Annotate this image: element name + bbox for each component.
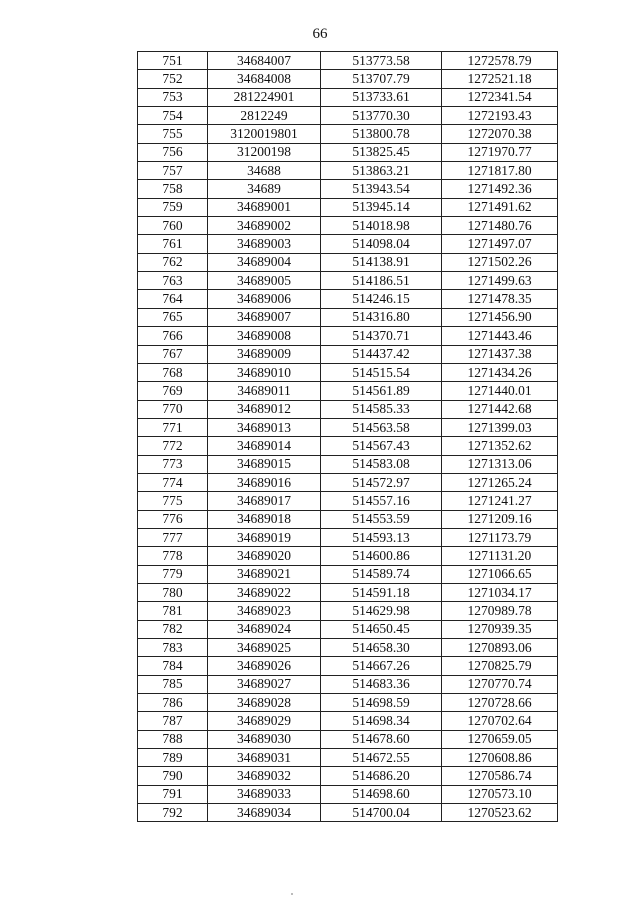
table-row [138, 143, 558, 161]
point-id-cell: 34689029 [208, 712, 321, 730]
y-coordinate-cell: 1271313.06 [442, 455, 558, 473]
point-id-cell: 34689016 [208, 473, 321, 491]
table-row [138, 767, 558, 785]
point-id-cell: 34689018 [208, 510, 321, 528]
x-coordinate-cell: 514138.91 [321, 253, 442, 271]
y-coordinate-cell: 1271456.90 [442, 308, 558, 326]
y-coordinate-cell: 1271034.17 [442, 583, 558, 601]
point-index-cell: 765 [138, 308, 208, 326]
y-coordinate-cell: 1270893.06 [442, 639, 558, 657]
point-index-cell: 769 [138, 382, 208, 400]
point-index-cell: 791 [138, 785, 208, 803]
y-coordinate-cell: 1271440.01 [442, 382, 558, 400]
point-id-cell: 34689009 [208, 345, 321, 363]
table-row [138, 418, 558, 436]
y-coordinate-cell: 1272578.79 [442, 52, 558, 70]
point-id-cell: 34689024 [208, 620, 321, 638]
point-index-cell: 786 [138, 694, 208, 712]
x-coordinate-cell: 514186.51 [321, 272, 442, 290]
point-id-cell: 281224901 [208, 88, 321, 106]
point-index-cell: 757 [138, 162, 208, 180]
point-id-cell: 34689019 [208, 528, 321, 546]
table-row [138, 180, 558, 198]
y-coordinate-cell: 1271434.26 [442, 363, 558, 381]
table-row [138, 107, 558, 125]
table-row [138, 547, 558, 565]
table-row [138, 235, 558, 253]
x-coordinate-cell: 514563.58 [321, 418, 442, 436]
y-coordinate-cell: 1271209.16 [442, 510, 558, 528]
x-coordinate-cell: 514686.20 [321, 767, 442, 785]
point-index-cell: 764 [138, 290, 208, 308]
table-row [138, 675, 558, 693]
point-id-cell: 34689002 [208, 217, 321, 235]
y-coordinate-cell: 1270702.64 [442, 712, 558, 730]
y-coordinate-cell: 1270608.86 [442, 749, 558, 767]
x-coordinate-cell: 513773.58 [321, 52, 442, 70]
point-id-cell: 34689030 [208, 730, 321, 748]
x-coordinate-cell: 513800.78 [321, 125, 442, 143]
y-coordinate-cell: 1271478.35 [442, 290, 558, 308]
table-row [138, 565, 558, 583]
point-id-cell: 34684008 [208, 70, 321, 88]
table-row [138, 639, 558, 657]
point-id-cell: 34689011 [208, 382, 321, 400]
point-id-cell: 34689004 [208, 253, 321, 271]
x-coordinate-cell: 514246.15 [321, 290, 442, 308]
y-coordinate-cell: 1270825.79 [442, 657, 558, 675]
table-row [138, 400, 558, 418]
table-row [138, 308, 558, 326]
y-coordinate-cell: 1270586.74 [442, 767, 558, 785]
x-coordinate-cell: 513863.21 [321, 162, 442, 180]
x-coordinate-cell: 514316.80 [321, 308, 442, 326]
page-number: 66 [312, 26, 328, 42]
y-coordinate-cell: 1271066.65 [442, 565, 558, 583]
y-coordinate-cell: 1271492.36 [442, 180, 558, 198]
table-row [138, 492, 558, 510]
x-coordinate-cell: 513825.45 [321, 143, 442, 161]
y-coordinate-cell: 1271131.20 [442, 547, 558, 565]
coordinates-table [137, 51, 558, 822]
point-index-cell: 760 [138, 217, 208, 235]
x-coordinate-cell: 514370.71 [321, 327, 442, 345]
point-index-cell: 772 [138, 437, 208, 455]
x-coordinate-cell: 514561.89 [321, 382, 442, 400]
y-coordinate-cell: 1272521.18 [442, 70, 558, 88]
x-coordinate-cell: 514553.59 [321, 510, 442, 528]
point-index-cell: 783 [138, 639, 208, 657]
point-index-cell: 785 [138, 675, 208, 693]
table-row [138, 327, 558, 345]
y-coordinate-cell: 1271499.63 [442, 272, 558, 290]
point-index-cell: 766 [138, 327, 208, 345]
x-coordinate-cell: 514583.08 [321, 455, 442, 473]
point-index-cell: 774 [138, 473, 208, 491]
point-index-cell: 778 [138, 547, 208, 565]
point-id-cell: 34689003 [208, 235, 321, 253]
point-index-cell: 752 [138, 70, 208, 88]
x-coordinate-cell: 514667.26 [321, 657, 442, 675]
point-index-cell: 779 [138, 565, 208, 583]
x-coordinate-cell: 514698.59 [321, 694, 442, 712]
point-index-cell: 789 [138, 749, 208, 767]
point-id-cell: 34689006 [208, 290, 321, 308]
x-coordinate-cell: 514698.34 [321, 712, 442, 730]
point-index-cell: 776 [138, 510, 208, 528]
x-coordinate-cell: 514098.04 [321, 235, 442, 253]
y-coordinate-cell: 1271265.24 [442, 473, 558, 491]
point-index-cell: 762 [138, 253, 208, 271]
point-id-cell: 34689 [208, 180, 321, 198]
x-coordinate-cell: 513770.30 [321, 107, 442, 125]
y-coordinate-cell: 1271502.26 [442, 253, 558, 271]
point-index-cell: 787 [138, 712, 208, 730]
point-index-cell: 756 [138, 143, 208, 161]
table-row [138, 730, 558, 748]
point-id-cell: 34689014 [208, 437, 321, 455]
y-coordinate-cell: 1271352.62 [442, 437, 558, 455]
point-index-cell: 777 [138, 528, 208, 546]
table-row [138, 345, 558, 363]
point-id-cell: 34689015 [208, 455, 321, 473]
y-coordinate-cell: 1271443.46 [442, 327, 558, 345]
x-coordinate-cell: 514600.86 [321, 547, 442, 565]
point-index-cell: 761 [138, 235, 208, 253]
table-row [138, 804, 558, 822]
x-coordinate-cell: 513945.14 [321, 198, 442, 216]
x-coordinate-cell: 514658.30 [321, 639, 442, 657]
point-index-cell: 784 [138, 657, 208, 675]
point-index-cell: 758 [138, 180, 208, 198]
y-coordinate-cell: 1270770.74 [442, 675, 558, 693]
point-id-cell: 2812249 [208, 107, 321, 125]
x-coordinate-cell: 514650.45 [321, 620, 442, 638]
point-id-cell: 34689022 [208, 583, 321, 601]
point-id-cell: 34689023 [208, 602, 321, 620]
y-coordinate-cell: 1271817.80 [442, 162, 558, 180]
point-id-cell: 34689031 [208, 749, 321, 767]
point-id-cell: 34689020 [208, 547, 321, 565]
y-coordinate-cell: 1271491.62 [442, 198, 558, 216]
y-coordinate-cell: 1270989.78 [442, 602, 558, 620]
x-coordinate-cell: 514629.98 [321, 602, 442, 620]
point-id-cell: 34689010 [208, 363, 321, 381]
point-index-cell: 767 [138, 345, 208, 363]
x-coordinate-cell: 514567.43 [321, 437, 442, 455]
y-coordinate-cell: 1271173.79 [442, 528, 558, 546]
point-index-cell: 782 [138, 620, 208, 638]
point-index-cell: 792 [138, 804, 208, 822]
table-row [138, 657, 558, 675]
x-coordinate-cell: 514557.16 [321, 492, 442, 510]
y-coordinate-cell: 1270939.35 [442, 620, 558, 638]
table-row [138, 712, 558, 730]
point-id-cell: 34689001 [208, 198, 321, 216]
x-coordinate-cell: 514593.13 [321, 528, 442, 546]
y-coordinate-cell: 1271241.27 [442, 492, 558, 510]
point-index-cell: 754 [138, 107, 208, 125]
point-id-cell: 34684007 [208, 52, 321, 70]
x-coordinate-cell: 513707.79 [321, 70, 442, 88]
table-row [138, 290, 558, 308]
x-coordinate-cell: 514585.33 [321, 400, 442, 418]
table-row [138, 70, 558, 88]
x-coordinate-cell: 513733.61 [321, 88, 442, 106]
point-index-cell: 751 [138, 52, 208, 70]
point-index-cell: 763 [138, 272, 208, 290]
y-coordinate-cell: 1270523.62 [442, 804, 558, 822]
x-coordinate-cell: 514437.42 [321, 345, 442, 363]
x-coordinate-cell: 513943.54 [321, 180, 442, 198]
point-id-cell: 34689027 [208, 675, 321, 693]
point-id-cell: 34689012 [208, 400, 321, 418]
y-coordinate-cell: 1271437.38 [442, 345, 558, 363]
table-row [138, 217, 558, 235]
table-row [138, 473, 558, 491]
y-coordinate-cell: 1271970.77 [442, 143, 558, 161]
y-coordinate-cell: 1271399.03 [442, 418, 558, 436]
table-row [138, 363, 558, 381]
point-index-cell: 770 [138, 400, 208, 418]
y-coordinate-cell: 1271480.76 [442, 217, 558, 235]
point-id-cell: 34689005 [208, 272, 321, 290]
coordinates-table-body [138, 52, 558, 822]
point-id-cell: 34689026 [208, 657, 321, 675]
table-row [138, 437, 558, 455]
table-row [138, 510, 558, 528]
point-index-cell: 759 [138, 198, 208, 216]
point-id-cell: 31200198 [208, 143, 321, 161]
x-coordinate-cell: 514591.18 [321, 583, 442, 601]
point-id-cell: 34689008 [208, 327, 321, 345]
table-row [138, 583, 558, 601]
point-id-cell: 34689007 [208, 308, 321, 326]
x-coordinate-cell: 514589.74 [321, 565, 442, 583]
x-coordinate-cell: 514700.04 [321, 804, 442, 822]
point-id-cell: 34689013 [208, 418, 321, 436]
y-coordinate-cell: 1272193.43 [442, 107, 558, 125]
point-id-cell: 3120019801 [208, 125, 321, 143]
point-id-cell: 34689033 [208, 785, 321, 803]
y-coordinate-cell: 1270659.05 [442, 730, 558, 748]
table-row [138, 272, 558, 290]
table-row [138, 125, 558, 143]
table-row [138, 52, 558, 70]
table-row [138, 528, 558, 546]
table-row [138, 382, 558, 400]
point-id-cell: 34689032 [208, 767, 321, 785]
table-row [138, 785, 558, 803]
point-index-cell: 773 [138, 455, 208, 473]
point-id-cell: 34689034 [208, 804, 321, 822]
point-id-cell: 34689028 [208, 694, 321, 712]
x-coordinate-cell: 514018.98 [321, 217, 442, 235]
table-row [138, 162, 558, 180]
y-coordinate-cell: 1271442.68 [442, 400, 558, 418]
x-coordinate-cell: 514515.54 [321, 363, 442, 381]
point-id-cell: 34688 [208, 162, 321, 180]
table-row [138, 620, 558, 638]
x-coordinate-cell: 514572.97 [321, 473, 442, 491]
table-row [138, 455, 558, 473]
table-row [138, 198, 558, 216]
point-index-cell: 781 [138, 602, 208, 620]
point-id-cell: 34689025 [208, 639, 321, 657]
point-index-cell: 788 [138, 730, 208, 748]
point-index-cell: 771 [138, 418, 208, 436]
y-coordinate-cell: 1272341.54 [442, 88, 558, 106]
point-index-cell: 768 [138, 363, 208, 381]
point-id-cell: 34689021 [208, 565, 321, 583]
point-index-cell: 775 [138, 492, 208, 510]
table-row [138, 88, 558, 106]
x-coordinate-cell: 514683.36 [321, 675, 442, 693]
x-coordinate-cell: 514672.55 [321, 749, 442, 767]
scan-speck [291, 893, 293, 895]
point-id-cell: 34689017 [208, 492, 321, 510]
point-index-cell: 790 [138, 767, 208, 785]
y-coordinate-cell: 1270573.10 [442, 785, 558, 803]
x-coordinate-cell: 514698.60 [321, 785, 442, 803]
table-row [138, 253, 558, 271]
y-coordinate-cell: 1270728.66 [442, 694, 558, 712]
point-index-cell: 753 [138, 88, 208, 106]
point-index-cell: 755 [138, 125, 208, 143]
point-index-cell: 780 [138, 583, 208, 601]
y-coordinate-cell: 1272070.38 [442, 125, 558, 143]
table-row [138, 602, 558, 620]
y-coordinate-cell: 1271497.07 [442, 235, 558, 253]
table-row [138, 749, 558, 767]
x-coordinate-cell: 514678.60 [321, 730, 442, 748]
table-row [138, 694, 558, 712]
